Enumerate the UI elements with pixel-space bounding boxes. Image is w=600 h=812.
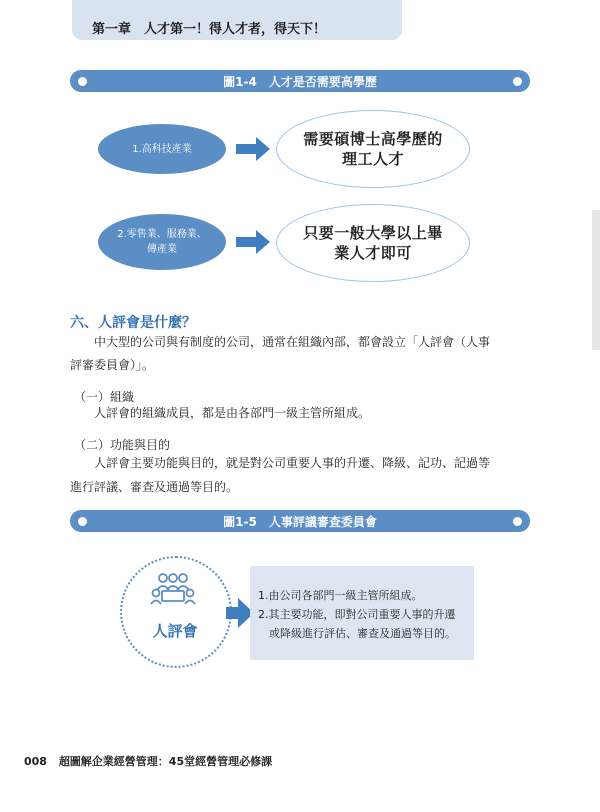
book-title: 超圖解企業經營管理：45堂經營管理必修課 [58, 755, 273, 768]
bullet-dot-icon [513, 517, 522, 526]
requirement-ellipse-retail [276, 204, 470, 282]
function-line-1: 人評會主要功能與目的，就是對公司重要人事的升遷、降級、記功、記過等 [94, 456, 491, 470]
requirement-ellipse-hightech [276, 110, 470, 188]
subsection-heading-organization: （一）組織 [74, 390, 135, 404]
industry-label: 2.零售業、服務業、 [117, 229, 207, 240]
chapter-title: 第一章 人才第一！得人才者，得天下！ [92, 22, 327, 37]
people-group-icon [148, 572, 198, 608]
requirement-line: 需要碩博士高學歷的 [303, 130, 443, 148]
industry-ellipse-hightech [98, 124, 226, 174]
right-arrow-icon [236, 137, 270, 161]
info-line-2: 2.其主要功能，即對公司重要人事的升遷 [258, 608, 456, 621]
intro-line-1: 中大型的公司與有制度的公司，通常在組織內部，都會設立「人評會（人事 [94, 335, 491, 349]
intro-line-2: 評審委員會）」。 [70, 358, 155, 372]
page-number: 008 [24, 755, 47, 768]
bullet-dot-icon [513, 77, 522, 86]
right-arrow-icon [236, 230, 270, 254]
subsection-heading-function: （二）功能與目的 [74, 438, 171, 452]
figure-1-5-title: 圖1-5 人事評議審查委員會 [223, 515, 377, 529]
requirement-line: 理工人才 [341, 150, 404, 168]
industry-label: 傳產業 [146, 244, 177, 255]
committee-info-box [250, 566, 474, 660]
industry-label: 1.高科技產業 [132, 143, 192, 155]
page-footer [24, 753, 272, 769]
committee-label: 人評會 [152, 622, 198, 640]
info-line-1: 1.由公司各部門一級主管所組成。 [258, 589, 423, 602]
figure-1-5-title-bar [70, 510, 530, 532]
section-heading: 六、人評會是什麼？ [70, 315, 196, 331]
requirement-line: 業人才即可 [334, 244, 412, 262]
requirement-line: 只要一般大學以上畢 [303, 224, 443, 242]
figure-1-4-title: 圖1-4 人才是否需要高學歷 [223, 75, 377, 89]
page-edge-tab [592, 210, 600, 350]
function-line-2: 進行評議、審查及通過等目的。 [70, 480, 239, 494]
figure-1-4-title-bar [70, 70, 530, 92]
organization-text: 人評會的組織成員，都是由各部門一級主管所組成。 [94, 406, 371, 420]
industry-ellipse-retail [98, 214, 226, 270]
info-line-3: 或降級進行評估、審查及通過等目的。 [269, 627, 456, 640]
